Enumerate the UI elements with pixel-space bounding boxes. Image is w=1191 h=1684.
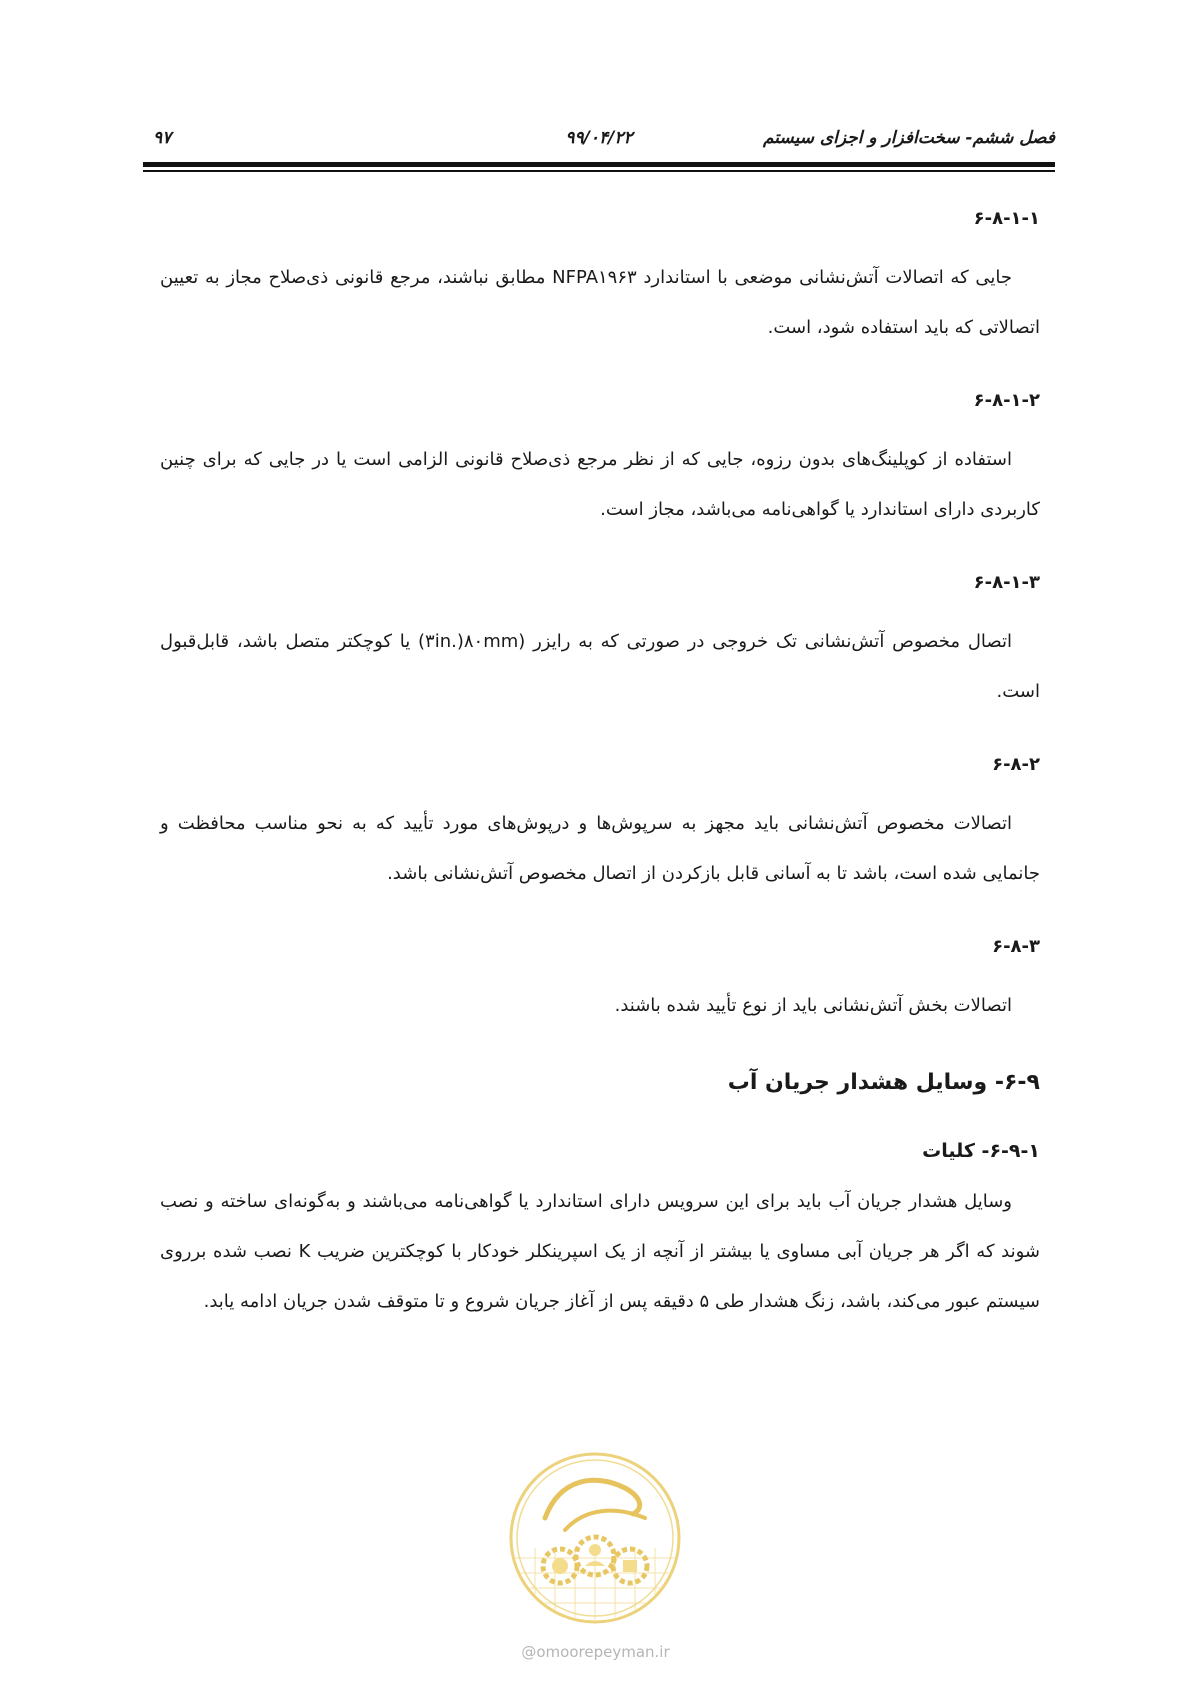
header-date: ۹۹/۰۴/۲۲ <box>565 128 633 148</box>
section-paragraph: اتصالات بخش آتش‌نشانی باید از نوع تأیید شده باشند. <box>614 995 1012 1016</box>
section-paragraph: استفاده از کوپلینگ‌های بدون رزوه، جایی که از نظر مرجع ذی‌صلاح قانونی الزامی است یا در جایی که برای چنین کاربردی دارای استاندارد یا گواهی‌نامه می‌باشد، مجاز است. <box>160 449 1040 520</box>
section-paragraph: جایی که اتصالات آتش‌نشانی موضعی با استاندارد NFPA۱۹۶۳ مطابق نباشند، مرجع قانونی ذی‌صلاح مجاز به تعیین اتصالاتی که باید استفاده شود، است. <box>160 267 1040 338</box>
section-heading: ۶-۹- وسایل هشدار جریان آب <box>727 1070 1040 1095</box>
omoore-peyman-seal-icon <box>505 1448 685 1628</box>
watermark-text: @omoorepeyman.ir <box>521 1643 670 1661</box>
general-paragraph: وسایل هشدار جریان آب باید برای این سرویس دارای استاندارد یا گواهی‌نامه می‌باشند و به‌گونه‌ای ساخته و نصب شوند که اگر هر جریان آبی مساوی یا بیشتر از آنچه از یک اسپرینکلر خودکار با کوچکترین ضریب K نصب شده برروی سیستم عبور می‌کند، باشد، زنگ هشدار طی ۵ دقیقه پس از آغاز جریان شروع و تا متوقف شدن جریان ادامه یابد. <box>160 1191 1040 1312</box>
chapter-title: فصل ششم- سخت‌افزار و اجزای سیستم <box>762 128 1055 148</box>
header-rule-thick <box>143 162 1055 167</box>
subsection-heading: ۶-۹-۱- کلیات <box>922 1140 1040 1162</box>
page-number: ۹۷ <box>153 128 172 148</box>
section-paragraph: اتصالات مخصوص آتش‌نشانی باید مجهز به سرپوش‌ها و درپوش‌های مورد تأیید که به نحو مناسب محافظت و جانمایی شده است، باشد تا به آسانی قابل بازکردن از اتصال مخصوص آتش‌نشانی باشد. <box>160 813 1040 884</box>
header-rule-thin <box>143 170 1055 172</box>
section-number: ۶-۸-۱-۱ <box>973 208 1040 229</box>
section-number: ۶-۸-۳ <box>992 936 1040 957</box>
section-number: ۶-۸-۱-۳ <box>973 572 1040 593</box>
section-number: ۶-۸-۱-۲ <box>973 390 1040 411</box>
section-paragraph: اتصال مخصوص آتش‌نشانی تک خروجی در صورتی که به رایزر ۸۰mm)‎‏(۳in.‎) یا کوچکتر متصل باشد، قابل‌قبول است. <box>160 631 1040 702</box>
page-body <box>160 205 1040 1327</box>
page-header <box>143 128 1055 154</box>
section-number: ۶-۸-۲ <box>992 754 1040 775</box>
